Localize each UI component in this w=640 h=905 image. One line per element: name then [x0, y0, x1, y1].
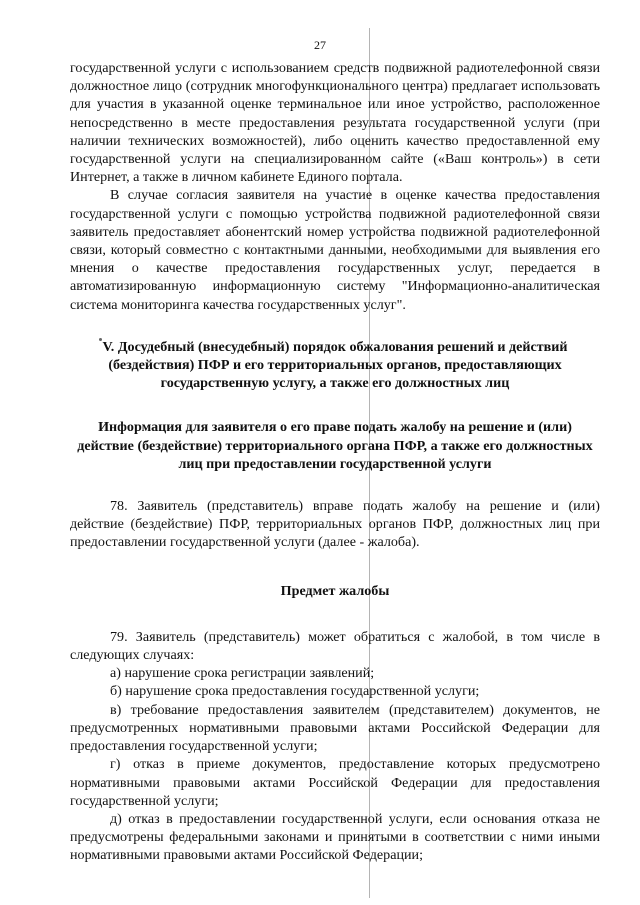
list-item-d: д) отказ в предоставлении государственной услуги, если основания отказа не предусмотрены федеральными законами и принятыми в соответствии с ними иными нормативными правовыми актами Российской Федерации;: [70, 810, 600, 864]
info-heading: Информация для заявителя о его праве подать жалобу на решение и (или) действие (бездействие) территориального органа ПФР, а также его должностных лиц при предоставлении государственной услуги: [77, 419, 593, 472]
paragraph-78: 78. Заявитель (представитель) вправе подать жалобу на решение и (или) действие (бездействие) ПФР, территориальных органов ПФР, должностных лиц при предоставлении государственной услуги (далее - жалоба).: [70, 498, 600, 551]
list-item-b: б) нарушение срока предоставления государственной услуги;: [110, 683, 480, 700]
subject-heading: Предмет жалобы: [280, 582, 390, 599]
list-item-a: а) нарушение срока регистрации заявлений;: [110, 665, 375, 682]
paragraph-79: 79. Заявитель (представитель) может обратиться с жалобой, в том числе в следующих случаях:: [70, 628, 600, 664]
section-v-heading: V. Досудебный (внесудебный) порядок обжалования решений и действий (бездействия) ПФР и его территориальных органов, предоставляющих государственную услугу, а также его должностных лиц: [102, 338, 568, 392]
paragraph-consent: В случае согласия заявителя на участие в оценке качества предоставления государственной услуги с помощью устройства подвижной радиотелефонной связи заявитель предоставляет абонентский номер устройства подвижной радиотелефонной связи, который совместно с контактными данными, необходимыми для выявления его мнения о качестве предоставления государственных услуг, передается в автоматизированную информационную систему "Информационно-аналитическая система мониторинга качества государственных услуг".: [70, 187, 600, 313]
page-number: 27: [314, 38, 326, 52]
list-item-g: г) отказ в приеме документов, предоставление которых предусмотрено нормативными правовыми актами Российской Федерации для предоставления государственной услуги;: [70, 756, 600, 809]
paragraph-continuation: государственной услуги с использованием средств подвижной радиотелефонной связи должностное лицо (сотрудник многофункционального центра) предлагает использовать для участия в указанной оценке терминальное или иное устройство, расположенное непосредственно в месте предоставления результата государственной услуги (при наличии технических возможностей), либо оценить качество предоставленной ему государственной услуги на специализированном сайте («Ваш контроль») в сети Интернет, а также в личном кабинете Единого портала.: [70, 60, 600, 186]
list-item-v: в) требование предоставления заявителем (представителем) документов, не предусмотренных нормативными правовыми актами Российской Федерации для предоставления государственной услуги;: [70, 701, 600, 755]
document-body: [70, 59, 600, 865]
